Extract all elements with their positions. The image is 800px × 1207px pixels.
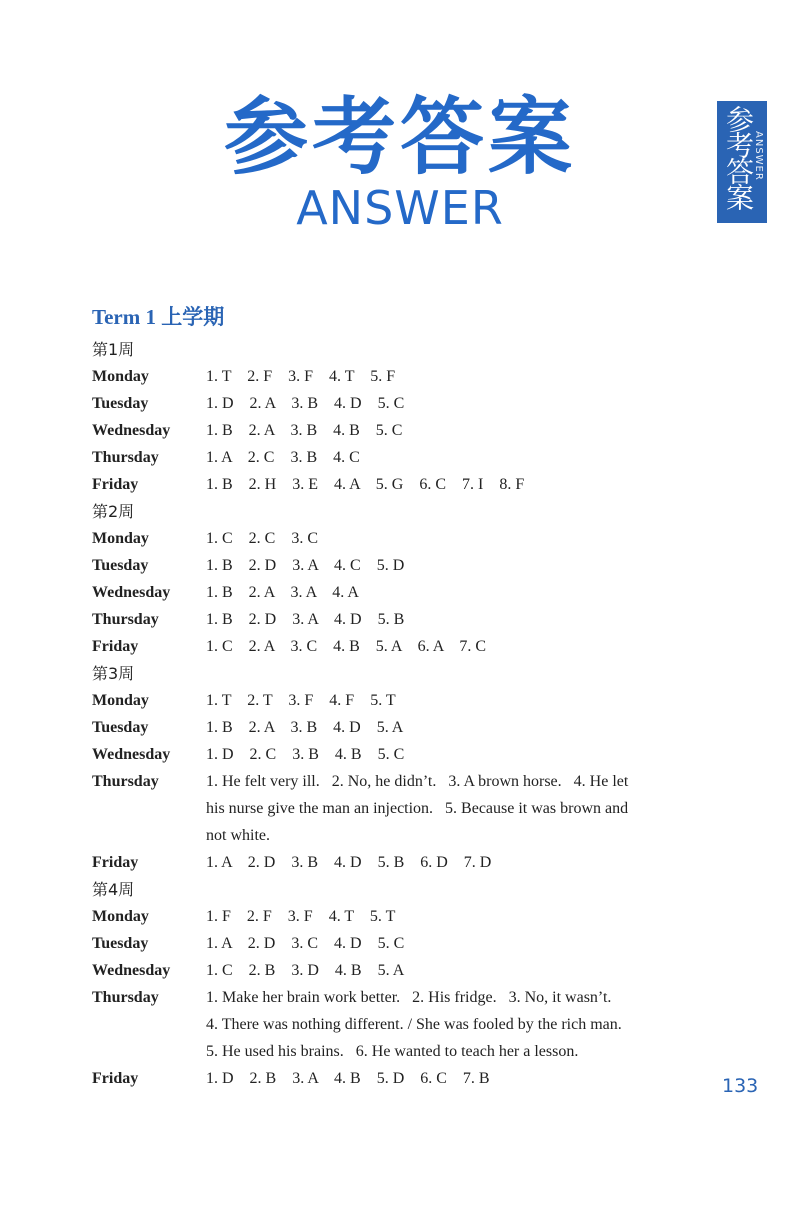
week-heading: 第3周 <box>92 664 135 683</box>
day-label: Tuesday <box>92 395 149 412</box>
day-label: Thursday <box>92 773 159 790</box>
answer-text <box>206 984 696 1065</box>
side-tab-english: ANSWER <box>753 131 764 181</box>
answer-line: 1. D 2. B 3. A 4. B 5. D 6. C 7. B <box>206 1070 490 1087</box>
answer-text <box>206 444 360 471</box>
day-label: Monday <box>92 692 149 709</box>
day-label: Tuesday <box>92 719 149 736</box>
answer-row <box>92 606 712 633</box>
answer-line: 1. He felt very ill. 2. No, he didn’t. 3. A brown horse. 4. He let <box>206 773 629 790</box>
answer-text <box>206 687 396 714</box>
week-heading: 第1周 <box>92 340 135 359</box>
answer-row <box>92 363 712 390</box>
answer-line: 1. C 2. B 3. D 4. B 5. A <box>206 962 405 979</box>
answer-line: 1. B 2. A 3. A 4. A <box>206 584 359 601</box>
answer-text <box>206 525 318 552</box>
day-label: Monday <box>92 908 149 925</box>
answer-row <box>92 390 712 417</box>
answer-line: 1. D 2. C 3. B 4. B 5. C <box>206 746 405 763</box>
answer-text <box>206 957 404 984</box>
answer-line: 4. There was nothing different. / She was fooled by the rich man. <box>206 1016 622 1033</box>
answer-text <box>206 768 696 849</box>
day-label: Friday <box>92 854 139 871</box>
day-label: Wednesday <box>92 422 171 439</box>
week-heading: 第2周 <box>92 502 135 521</box>
answer-text <box>206 903 395 930</box>
page-number: 133 <box>722 1075 759 1097</box>
answer-row <box>92 579 712 606</box>
answer-line: 1. C 2. A 3. C 4. B 5. A 6. A 7. C <box>206 638 487 655</box>
answer-text <box>206 930 404 957</box>
answer-line: not white. <box>206 827 270 844</box>
answer-row <box>92 768 712 849</box>
answer-line: 1. B 2. A 3. B 4. D 5. A <box>206 719 404 736</box>
day-label: Wednesday <box>92 962 171 979</box>
day-label: Wednesday <box>92 746 171 763</box>
answer-line: his nurse give the man an injection. 5. Because it was brown and <box>206 800 629 817</box>
answer-line: 1. A 2. C 3. B 4. C <box>206 449 360 466</box>
answer-line: 1. B 2. D 3. A 4. C 5. D <box>206 557 405 574</box>
day-label: Thursday <box>92 611 159 628</box>
answer-row <box>92 903 712 930</box>
answer-line: 1. B 2. H 3. E 4. A 5. G 6. C 7. I 8. F <box>206 476 525 493</box>
answer-row <box>92 471 712 498</box>
answer-text <box>206 471 524 498</box>
answer-row <box>92 417 712 444</box>
answer-row <box>92 552 712 579</box>
answer-row <box>92 525 712 552</box>
answer-text <box>206 579 359 606</box>
answer-row <box>92 984 712 1065</box>
answer-row <box>92 687 712 714</box>
day-label: Tuesday <box>92 935 149 952</box>
answer-text <box>206 1065 490 1092</box>
answer-line: 1. B 2. D 3. A 4. D 5. B <box>206 611 405 628</box>
answer-row <box>92 444 712 471</box>
answer-row <box>92 930 712 957</box>
answer-row <box>92 741 712 768</box>
answer-text <box>206 552 404 579</box>
answer-row <box>92 1065 712 1092</box>
answer-text <box>206 390 404 417</box>
day-label: Monday <box>92 530 149 547</box>
answer-text <box>206 363 395 390</box>
day-label: Friday <box>92 476 139 493</box>
day-label: Thursday <box>92 989 159 1006</box>
answer-row <box>92 957 712 984</box>
day-label: Wednesday <box>92 584 171 601</box>
week-heading: 第4周 <box>92 880 135 899</box>
answer-text <box>206 417 402 444</box>
answer-row <box>92 633 712 660</box>
answer-line: 1. T 2. F 3. F 4. T 5. F <box>206 368 396 385</box>
answer-text <box>206 714 403 741</box>
answer-line: 1. T 2. T 3. F 4. F 5. T <box>206 692 396 709</box>
side-tab-chinese: 参考答案 <box>722 105 755 209</box>
title-chinese: 参考答案 <box>223 88 576 186</box>
answer-line: 5. He used his brains. 6. He wanted to teach her a lesson. <box>206 1043 579 1060</box>
term-heading: Term 1 上学期 <box>92 305 225 329</box>
answer-line: 1. B 2. A 3. B 4. B 5. C <box>206 422 403 439</box>
answer-line: 1. F 2. F 3. F 4. T 5. T <box>206 908 396 925</box>
answer-text <box>206 741 404 768</box>
answer-text <box>206 849 491 876</box>
day-label: Friday <box>92 638 139 655</box>
answer-line: 1. A 2. D 3. C 4. D 5. C <box>206 935 405 952</box>
answer-text <box>206 606 404 633</box>
day-label: Monday <box>92 368 149 385</box>
answer-line: 1. Make her brain work better. 2. His fridge. 3. No, it wasn’t. <box>206 989 612 1006</box>
answer-text <box>206 633 486 660</box>
day-label: Tuesday <box>92 557 149 574</box>
answer-line: 1. D 2. A 3. B 4. D 5. C <box>206 395 405 412</box>
day-label: Thursday <box>92 449 159 466</box>
answer-content <box>92 300 712 1092</box>
answer-row <box>92 849 712 876</box>
side-tab <box>717 101 767 223</box>
answer-row <box>92 714 712 741</box>
day-label: Friday <box>92 1070 139 1087</box>
title-english: ANSWER <box>296 181 504 235</box>
answer-line: 1. A 2. D 3. B 4. D 5. B 6. D 7. D <box>206 854 492 871</box>
answer-line: 1. C 2. C 3. C <box>206 530 319 547</box>
